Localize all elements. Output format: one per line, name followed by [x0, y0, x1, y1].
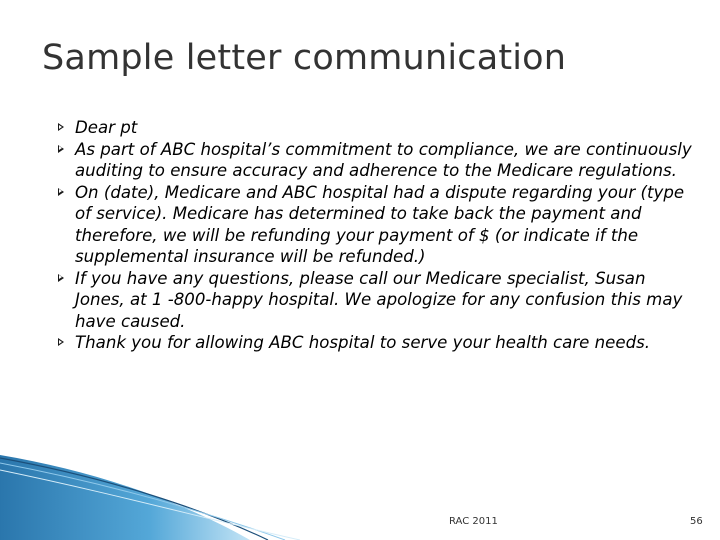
bullet-text: On (date), Medicare and ABC hospital had a dispute regarding your (type of service). Medicare has determined to take back the payment and therefore, we will be refunding your payment of $ (or indicate if the supplemental insurance will be refunded.) — [75, 182, 685, 266]
slide-title: Sample letter communication — [42, 38, 567, 78]
bullet-item — [58, 117, 698, 139]
bullet-text: As part of ABC hospital’s commitment to compliance, we are continuously auditing to ensure accuracy and adherence to the Medicare regulations. — [75, 139, 692, 180]
bullet-item — [58, 332, 698, 354]
bullet-item — [58, 182, 698, 268]
footer-text: RAC 2011 — [449, 516, 498, 527]
bullet-item — [58, 268, 698, 333]
arrow-bullet-icon — [58, 123, 64, 131]
page-number: 56 — [690, 516, 703, 527]
letter-bullet-list — [58, 117, 698, 354]
arrow-bullet-icon — [58, 274, 64, 282]
bullet-text: Thank you for allowing ABC hospital to serve your health care needs. — [75, 333, 651, 352]
arrow-bullet-icon — [58, 145, 64, 153]
bullet-text: Dear pt — [75, 118, 138, 137]
arrow-bullet-icon — [58, 338, 64, 346]
arrow-bullet-icon — [58, 188, 64, 196]
bullet-text: If you have any questions, please call our Medicare specialist, Susan Jones, at 1 -800-happy hospital. We apologize for any confusion this may have caused. — [75, 268, 683, 331]
bullet-item — [58, 139, 698, 182]
